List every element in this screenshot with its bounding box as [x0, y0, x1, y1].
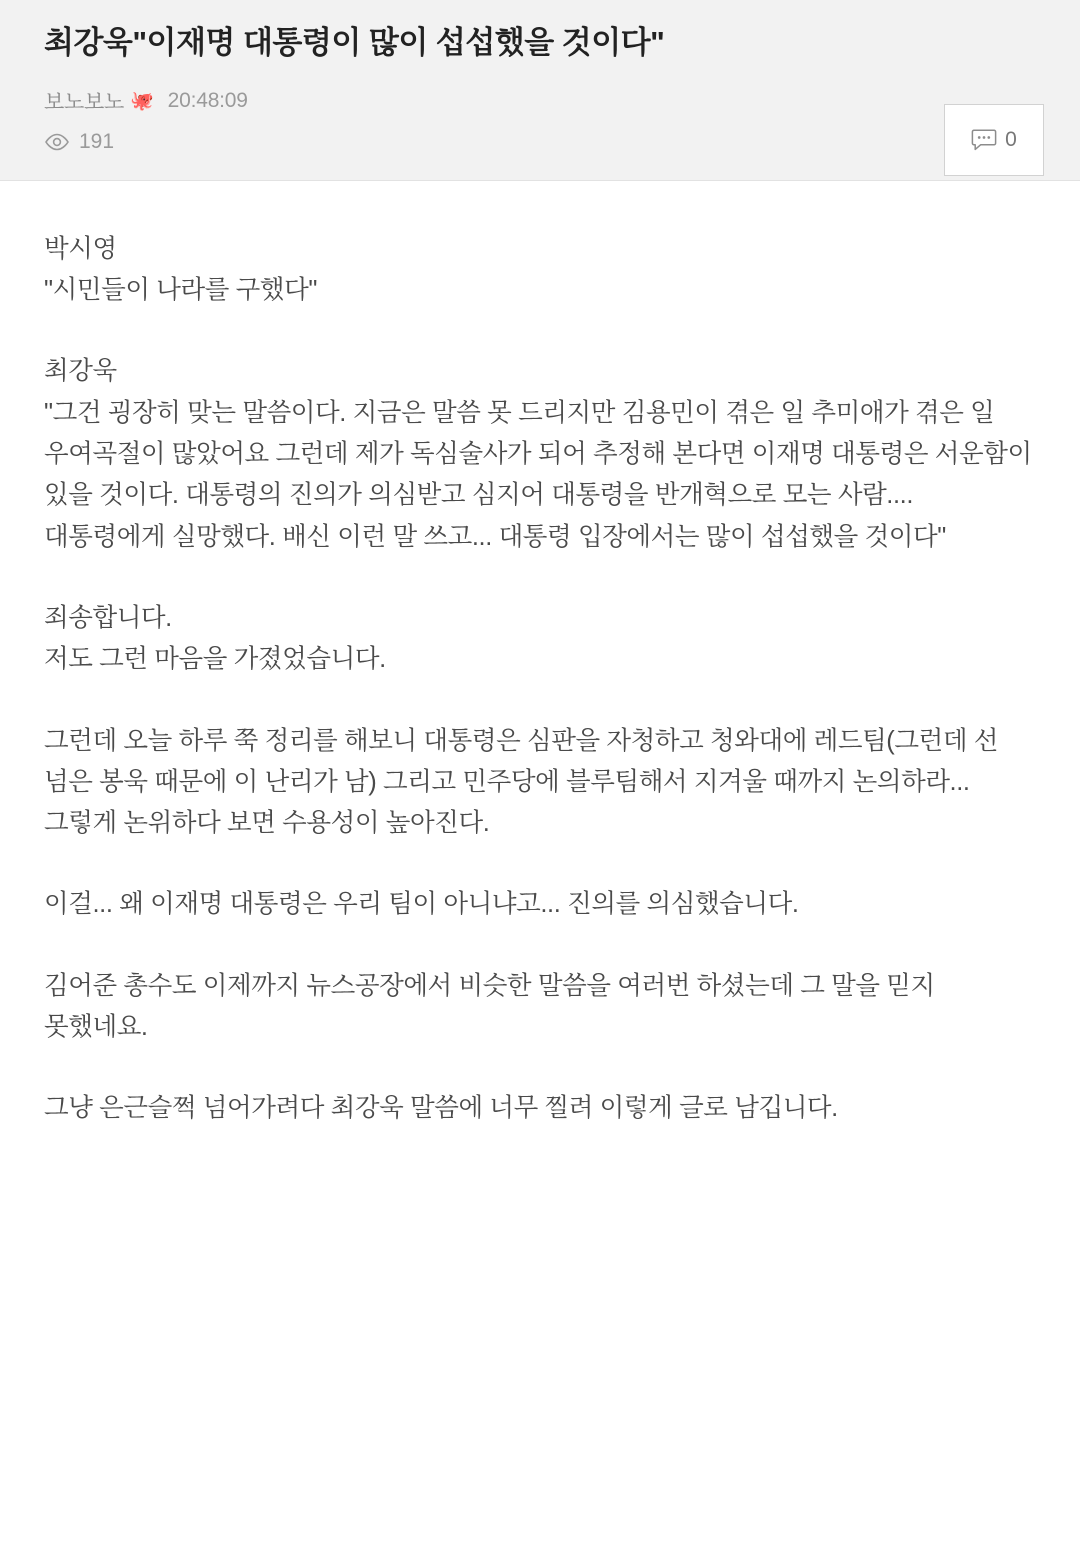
paragraph-spacer — [44, 558, 1036, 598]
paragraph: 이걸... 왜 이재명 대통령은 우리 팀이 아니냐고... 진의를 의심했습니다. — [44, 890, 799, 919]
author-name[interactable]: 보노보노 — [44, 90, 124, 114]
comment-icon — [971, 128, 997, 152]
paragraph: 박시영 — [44, 234, 117, 263]
post-header — [0, 0, 1080, 181]
paragraph: 김어준 총수도 이제까지 뉴스공장에서 비슷한 말씀을 여러번 하셨는데 그 말을 믿지 못했네요. — [44, 971, 942, 1041]
comment-count: 0 — [1005, 128, 1017, 151]
paragraph: 저도 그런 마음을 가졌었습니다. — [44, 645, 386, 674]
eye-icon — [44, 133, 70, 151]
post-meta — [44, 86, 1036, 116]
views-row — [44, 130, 1036, 154]
paragraph-spacer — [44, 844, 1036, 884]
comment-button[interactable] — [944, 104, 1044, 176]
page-title: 최강욱"이재명 대통령이 많이 섭섭했을 것이다" — [44, 25, 665, 60]
octopus-badge-icon: 🐙 — [129, 91, 154, 113]
paragraph-spacer — [44, 926, 1036, 966]
paragraph-spacer — [44, 681, 1036, 721]
paragraph: 최강욱 — [44, 357, 117, 386]
paragraph: 그런데 오늘 하루 쭉 정리를 해보니 대통령은 심판을 자청하고 청와대에 레드팀(그런데 선 넘은 봉욱 때문에 이 난리가 남) 그리고 민주당에 블루팀해서 지겨울 때까지 논의하라... 그렇게 논위하다 보면 수용성이 높아진다. — [44, 726, 1005, 838]
paragraph-spacer — [44, 1048, 1036, 1088]
post-timestamp: 20:48:09 — [167, 88, 248, 112]
paragraph-spacer — [44, 311, 1036, 351]
paragraph: 그냥 은근슬쩍 넘어가려다 최강욱 말씀에 너무 찔려 이렇게 글로 남깁니다. — [44, 1094, 838, 1123]
view-count: 191 — [79, 129, 115, 153]
paragraph: "시민들이 나라를 구했다" — [44, 276, 318, 305]
post-body — [0, 181, 1080, 1170]
paragraph: 죄송합니다. — [44, 603, 172, 632]
paragraph: "그건 굉장히 맞는 말씀이다. 지금은 말씀 못 드리지만 김용민이 겪은 일 추미애가 겪은 일 우여곡절이 많았어요 그런데 제가 독심술사가 되어 추정해 본다면 이재명 대통령은 서운함이 있을 것이다. 대통령의 진의가 의심받고 심지어 대통령을 반개혁으로 모는 사람.... 대통령에게 실망했다. 배신 이런 말 쓰고... 대통령 입장에서는 많이 섭섭했을 것이다" — [44, 398, 1039, 551]
